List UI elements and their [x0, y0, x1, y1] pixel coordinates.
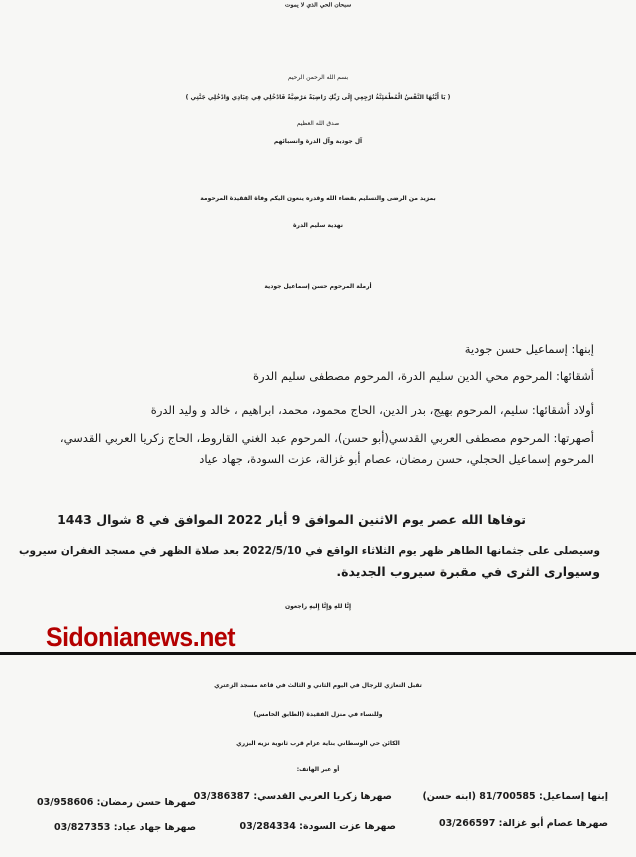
phone-entry: إبنها إسماعيل: 81/700585 (ابنه حسن) [422, 791, 608, 802]
relatives-in-laws: أصهرتها: المرحوم مصطفى العربي القدسي(أبو حسن)، المرحوم عبد الغني القاروط، الحاج زكريا العربي القدسي، [59, 431, 594, 445]
site-watermark: Sidonianews.net [46, 622, 236, 652]
relatives-nephews: أولاد أشقائها: سليم، المرحوم بهيج، بدر الدين، الحاج محمود، محمد، ابراهيم ، خالد و وليد الدرة [150, 403, 594, 417]
phone-entry: صهرها عزت السودة: 03/284334 [239, 821, 396, 832]
calligraphy-heading: سبحان الحي الذي لا يموت [284, 1, 352, 9]
phone-entry: صهرها حسن رمضان: 03/958606 [36, 797, 196, 808]
quran-verse: ( يَا أَيَّتُهَا النَّفْسُ الْمُطْمَئِنَّةُ ارْجِعِي إِلَى رَبِّكِ رَاضِيَةً مَرْضِيَّةً فَادْخُلِي فِي عِبَادِي وَادْخُلِي جَنَّتِي ) [185, 94, 451, 101]
condolence-phone-heading: أو عبر الهاتف: [296, 766, 340, 773]
death-date: توفاها الله عصر يوم الاثنين الموافق 9 أيار 2022 الموافق في 8 شوال 1443 [57, 512, 526, 527]
relatives-siblings: أشقائها: المرحوم محي الدين سليم الدرة، المرحوم مصطفى سليم الدرة [253, 369, 594, 383]
sadaq-allah: صدق الله العظيم [296, 120, 340, 127]
relatives-in-laws-cont: المرحوم إسماعيل الحجلي، حسن رمضان، عصام أبو غزالة، عزت السودة، جهاد عياد [199, 452, 594, 466]
widow-of: أرملة المرحوم حسن إسماعيل جودية [264, 283, 372, 290]
announcement-intro: بمزيد من الرضى والتسليم بقضاء الله وقدره ينعون اليكم وفاة الفقيدة المرحومة [200, 195, 436, 202]
condolence-address: الكائن حي الوسطاني بناية عزام قرب ثانوية نزيه البزري [236, 740, 400, 747]
inna-lillah: إِنَّا للهِ وَإِنَّا إِليهِ راجعون [284, 603, 352, 610]
phone-entry: صهرها عصام أبو غزالة: 03/266597 [438, 818, 608, 829]
burial-place: وسيوارى الثرى في مقبرة سيروب الجديدة. [336, 564, 600, 579]
phone-entry: صهرها زكريا العربي القدسي: 03/386387 [193, 791, 392, 802]
funeral-prayer: وسيصلى على جثمانها الطاهر ظهر يوم الثلاثاء الواقع في 2022/5/10 بعد صلاة الظهر في مسجد الغفران سيروب [19, 545, 600, 557]
condolence-women: وللنساء في منزل الفقيدة (الطابق الخامس) [253, 711, 383, 718]
relatives-son: إبنها: إسماعيل حسن جودية [464, 342, 594, 356]
phone-entry: صهرها جهاد عياد: 03/827353 [54, 822, 196, 833]
deceased-name: نهدية سليم الدرة [292, 222, 344, 229]
condolence-men: تقبل التعازي للرجال في اليوم الثاني و الثالث في قاعة مسجد الزعتري [214, 682, 422, 689]
basmala: بسم الله الرحمن الرحيم [287, 74, 349, 81]
family-names: آل جودية وآل الدرة وانسبائهم [273, 138, 363, 145]
